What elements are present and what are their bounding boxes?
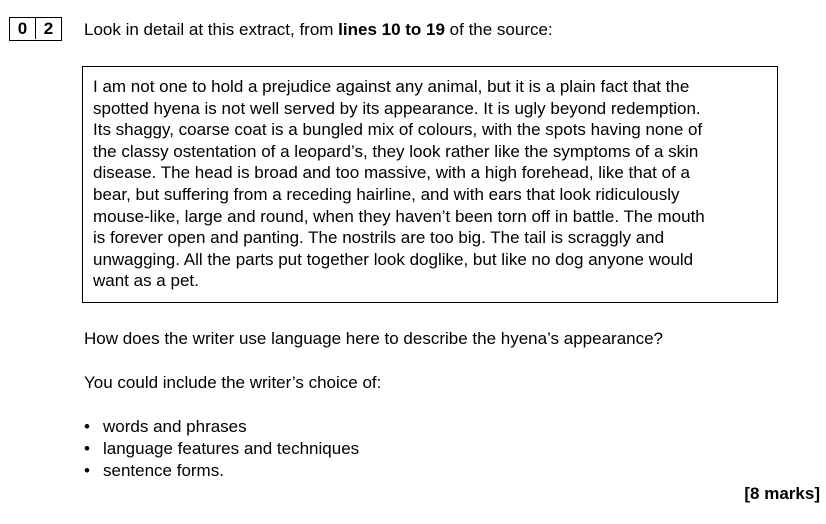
bullet-list: [84, 416, 359, 482]
question-text: How does the writer use language here to describe the hyena’s appearance?: [84, 329, 664, 348]
intro-text-before: Look in detail at this extract, from: [84, 20, 339, 39]
extract-box: [82, 66, 778, 303]
extract-line: is forever open and panting. The nostrils are too big. The tail is scraggly and: [93, 228, 665, 248]
list-item: [84, 438, 359, 460]
question-number-digit-2: 2: [35, 18, 61, 39]
extract-line: I am not one to hold a prejudice against any animal, but it is a plain fact that the: [93, 77, 690, 96]
list-item-label: sentence forms.: [103, 461, 224, 480]
marks-label: [8 marks]: [744, 484, 820, 503]
extract-line: spotted hyena is not well served by its appearance. It is ugly beyond redemption.: [93, 98, 701, 118]
extract-line: bear, but suffering from a receding hairline, and with ears that look ridiculously: [93, 184, 680, 204]
question-number-digit-1: 0: [17, 19, 28, 38]
extract-line: unwagging. All the parts put together look doglike, but like no dog anyone would: [93, 249, 694, 269]
list-item-label: words and phrases: [103, 417, 247, 436]
extract-line: mouse-like, large and round, when they haven’t been torn off in battle. The mouth: [93, 206, 705, 226]
bullet-icon: •: [84, 461, 90, 480]
extract-line: the classy ostentation of a leopard’s, they look rather like the symptoms of a skin: [93, 141, 699, 161]
list-item: [84, 416, 359, 438]
extract-line: Its shaggy, coarse coat is a bungled mix of colours, with the spots having none of: [93, 120, 703, 140]
intro-text-after: of the source:: [444, 20, 553, 39]
extract-line: want as a pet.: [93, 271, 199, 291]
bullet-icon: •: [84, 417, 90, 436]
extract-line: disease. The head is broad and too massive, with a high forehead, like that of a: [93, 163, 690, 183]
bullet-icon: •: [84, 439, 90, 458]
intro-line-reference: lines 10 to 19: [338, 20, 445, 39]
question-intro: [84, 19, 553, 40]
list-item: [84, 460, 359, 482]
question-number-box: [9, 17, 62, 41]
prompt-text: You could include the writer’s choice of:: [84, 373, 382, 392]
list-item-label: language features and techniques: [103, 439, 360, 458]
